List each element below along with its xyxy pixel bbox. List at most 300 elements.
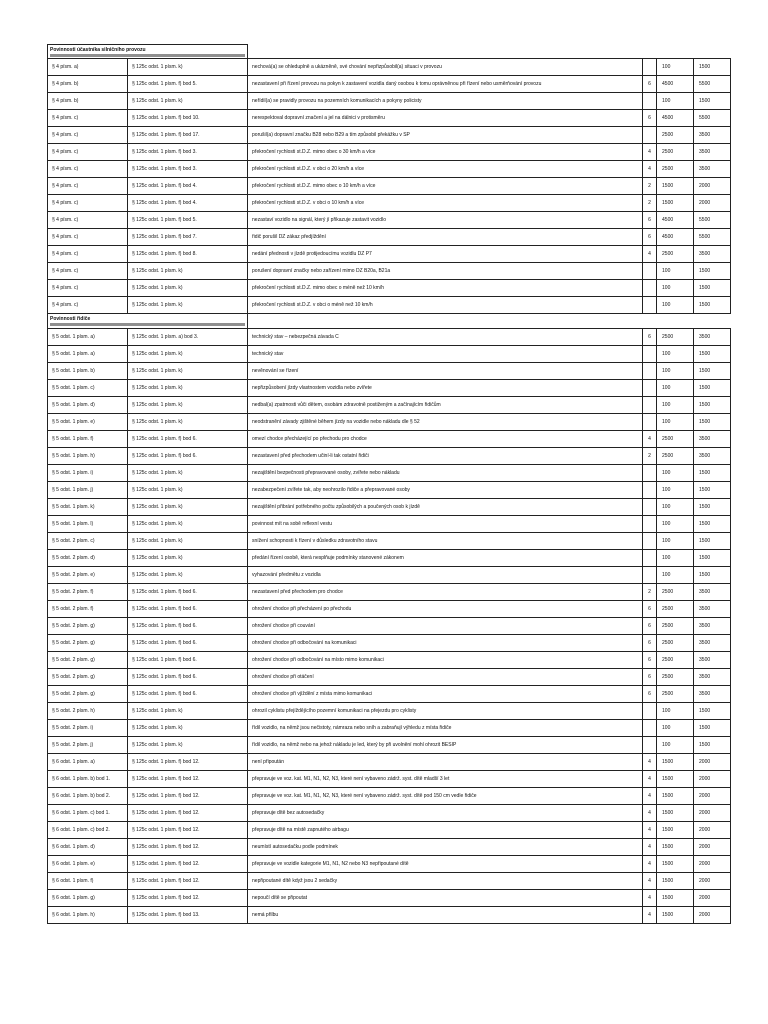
- fine-max-cell: 1500: [694, 516, 731, 533]
- penalty-provision-cell: § 125c odst. 1 písm. f) bod 6.: [128, 686, 248, 703]
- fine-min-cell: 2500: [657, 584, 694, 601]
- points-cell: 6: [643, 652, 657, 669]
- fine-max-cell: 2000: [694, 195, 731, 212]
- fine-min-cell: 100: [657, 533, 694, 550]
- statute-cell: § 6 odst. 1 písm. a): [48, 754, 128, 771]
- fine-min-cell: 100: [657, 720, 694, 737]
- fine-max-cell: 1500: [694, 414, 731, 431]
- penalty-provision-cell: § 125c odst. 1 písm. f) bod 6.: [128, 635, 248, 652]
- section-title: Povinnosti řidiče: [50, 316, 245, 326]
- table-row: [48, 465, 731, 482]
- points-cell: [643, 414, 657, 431]
- points-cell: 6: [643, 669, 657, 686]
- points-cell: 6: [643, 635, 657, 652]
- fine-min-cell: 1500: [657, 195, 694, 212]
- penalty-provision-cell: § 125c odst. 1 písm. k): [128, 465, 248, 482]
- offense-description-cell: ohrožení chodce při přecházení po přechodu: [248, 601, 643, 618]
- section-header-cell: [48, 45, 248, 59]
- penalty-provision-cell: § 125c odst. 1 písm. k): [128, 567, 248, 584]
- points-cell: [643, 59, 657, 76]
- penalty-provision-cell: § 125c odst. 1 písm. f) bod 12.: [128, 890, 248, 907]
- table-row: [48, 771, 731, 788]
- fine-min-cell: 2500: [657, 161, 694, 178]
- section-header-cell: [48, 314, 248, 329]
- fine-max-cell: 2000: [694, 907, 731, 924]
- offense-description-cell: předání řízení osobě, která nesplňuje podmínky stanovené zákonem: [248, 550, 643, 567]
- offense-description-cell: ohrožení chodce při odbočování na místo mimo komunikaci: [248, 652, 643, 669]
- penalty-provision-cell: § 125c odst. 1 písm. k): [128, 516, 248, 533]
- points-cell: 6: [643, 76, 657, 93]
- fine-max-cell: 5500: [694, 76, 731, 93]
- fine-min-cell: 1500: [657, 178, 694, 195]
- statute-cell: § 4 písm. a): [48, 59, 128, 76]
- statute-cell: § 4 písm. c): [48, 195, 128, 212]
- section-header-row: [48, 45, 731, 59]
- statute-cell: § 6 odst. 1 písm. d): [48, 839, 128, 856]
- points-cell: [643, 280, 657, 297]
- table-row: [48, 76, 731, 93]
- offense-description-cell: snížení schopnosti k řízení v důsledku zdravotního stavu: [248, 533, 643, 550]
- points-cell: 4: [643, 246, 657, 263]
- fine-max-cell: 2000: [694, 754, 731, 771]
- fine-max-cell: 1500: [694, 346, 731, 363]
- statute-cell: § 4 písm. c): [48, 263, 128, 280]
- fine-max-cell: 2000: [694, 771, 731, 788]
- points-cell: [643, 550, 657, 567]
- penalty-provision-cell: § 125c odst. 1 písm. f) bod 12.: [128, 805, 248, 822]
- fine-max-cell: 1500: [694, 720, 731, 737]
- section-header-blank: [643, 45, 657, 59]
- points-cell: 4: [643, 161, 657, 178]
- table-row: [48, 212, 731, 229]
- penalty-provision-cell: § 125c odst. 1 písm. f) bod 6.: [128, 448, 248, 465]
- fine-max-cell: 1500: [694, 380, 731, 397]
- table-row: [48, 601, 731, 618]
- offense-description-cell: nezajištění přibrání potřebného počtu způsobilých a poučených osob k jízdě: [248, 499, 643, 516]
- points-cell: [643, 380, 657, 397]
- penalty-provision-cell: § 125c odst. 1 písm. f) bod 4.: [128, 195, 248, 212]
- fine-min-cell: 1500: [657, 822, 694, 839]
- penalty-provision-cell: § 125c odst. 1 písm. k): [128, 59, 248, 76]
- fine-min-cell: 4500: [657, 229, 694, 246]
- offense-description-cell: nedbal(a) zpatrnosti vůči dětem, osobám zdravotně postiženým a začínajícím řidičům: [248, 397, 643, 414]
- points-cell: [643, 465, 657, 482]
- offense-description-cell: nezastavení před přechodem učiní-li tak ostatní řidiči: [248, 448, 643, 465]
- fine-min-cell: 100: [657, 465, 694, 482]
- table-row: [48, 414, 731, 431]
- offense-description-cell: neřídil(a) se pravidly provozu na pozemních komunikacích a pokyny policisty: [248, 93, 643, 110]
- table-row: [48, 805, 731, 822]
- fine-min-cell: 100: [657, 397, 694, 414]
- offense-description-cell: řídil vozidlo, na němž jsou nečistoty, námraza nebo sníh a zabraňují výhledu z místa řidiče: [248, 720, 643, 737]
- statute-cell: § 5 odst. 2 písm. i): [48, 720, 128, 737]
- fine-max-cell: 1500: [694, 297, 731, 314]
- document-sheet: [47, 44, 730, 924]
- penalty-provision-cell: § 125c odst. 1 písm. f) bod 6.: [128, 618, 248, 635]
- penalty-provision-cell: § 125c odst. 1 písm. k): [128, 363, 248, 380]
- penalty-provision-cell: § 125c odst. 1 písm. k): [128, 533, 248, 550]
- table-row: [48, 584, 731, 601]
- penalty-provision-cell: § 125c odst. 1 písm. f) bod 10.: [128, 110, 248, 127]
- table-row: [48, 669, 731, 686]
- fine-max-cell: 1500: [694, 703, 731, 720]
- penalty-provision-cell: § 125c odst. 1 písm. a) bod 3.: [128, 329, 248, 346]
- points-cell: [643, 703, 657, 720]
- penalty-provision-cell: § 125c odst. 1 písm. k): [128, 720, 248, 737]
- table-row: [48, 161, 731, 178]
- points-cell: [643, 482, 657, 499]
- section-header-blank: [657, 45, 694, 59]
- statute-cell: § 6 odst. 1 písm. g): [48, 890, 128, 907]
- statute-cell: § 4 písm. c): [48, 161, 128, 178]
- table-row: [48, 873, 731, 890]
- fine-min-cell: 100: [657, 263, 694, 280]
- fine-max-cell: 3500: [694, 669, 731, 686]
- fine-min-cell: 2500: [657, 652, 694, 669]
- statute-cell: § 5 odst. 1 písm. k): [48, 499, 128, 516]
- offense-description-cell: ohrožení chodce při couvání: [248, 618, 643, 635]
- points-cell: 2: [643, 195, 657, 212]
- fine-min-cell: 2500: [657, 669, 694, 686]
- offense-description-cell: nepřipoutané dítě když jsou 2 sedačky: [248, 873, 643, 890]
- section-header-blank: [694, 45, 731, 59]
- offense-description-cell: porušil(a) dopravní značku B28 nebo B29 a tím způsobil překážku v SP: [248, 127, 643, 144]
- penalty-provision-cell: § 125c odst. 1 písm. k): [128, 703, 248, 720]
- fine-min-cell: 1500: [657, 856, 694, 873]
- fine-max-cell: 3500: [694, 246, 731, 263]
- table-row: [48, 516, 731, 533]
- fine-min-cell: 100: [657, 297, 694, 314]
- fine-max-cell: 1500: [694, 533, 731, 550]
- offense-table: [47, 44, 731, 924]
- points-cell: [643, 363, 657, 380]
- fine-max-cell: 3500: [694, 144, 731, 161]
- statute-cell: § 5 odst. 1 písm. j): [48, 482, 128, 499]
- offense-description-cell: nepoučí dítě se připoutat: [248, 890, 643, 907]
- section-header-row: [48, 314, 731, 329]
- points-cell: 2: [643, 178, 657, 195]
- fine-min-cell: 2500: [657, 635, 694, 652]
- fine-max-cell: 3500: [694, 635, 731, 652]
- fine-min-cell: 100: [657, 499, 694, 516]
- fine-min-cell: 100: [657, 516, 694, 533]
- fine-max-cell: 3500: [694, 584, 731, 601]
- fine-min-cell: 2500: [657, 144, 694, 161]
- offense-description-cell: omezí chodce přecházející po přechodu pro chodce: [248, 431, 643, 448]
- offense-description-cell: technický stav: [248, 346, 643, 363]
- statute-cell: § 6 odst. 1 písm. h): [48, 907, 128, 924]
- fine-min-cell: 1500: [657, 754, 694, 771]
- table-row: [48, 346, 731, 363]
- offense-description-cell: přepravuje ve voz. kat. M1, N1, N2, N3, které není vybaveno zádrž. syst. dítě pod 150 cm vedle řidiče: [248, 788, 643, 805]
- penalty-provision-cell: § 125c odst. 1 písm. f) bod 6.: [128, 652, 248, 669]
- points-cell: 4: [643, 805, 657, 822]
- table-row: [48, 380, 731, 397]
- fine-min-cell: 2500: [657, 431, 694, 448]
- table-row: [48, 93, 731, 110]
- fine-min-cell: 1500: [657, 907, 694, 924]
- statute-cell: § 6 odst. 1 písm. c) bod 2.: [48, 822, 128, 839]
- penalty-provision-cell: § 125c odst. 1 písm. f) bod 17.: [128, 127, 248, 144]
- penalty-provision-cell: § 125c odst. 1 písm. f) bod 8.: [128, 246, 248, 263]
- points-cell: 6: [643, 329, 657, 346]
- statute-cell: § 5 odst. 1 písm. f): [48, 431, 128, 448]
- statute-cell: § 4 písm. c): [48, 280, 128, 297]
- statute-cell: § 5 odst. 2 písm. g): [48, 618, 128, 635]
- fine-min-cell: 2500: [657, 246, 694, 263]
- penalty-provision-cell: § 125c odst. 1 písm. k): [128, 297, 248, 314]
- offense-description-cell: nezastaví vozidlo na signál, který jí přikazuje zastavit vozidlo: [248, 212, 643, 229]
- penalty-provision-cell: § 125c odst. 1 písm. k): [128, 482, 248, 499]
- fine-min-cell: 1500: [657, 805, 694, 822]
- fine-max-cell: 5500: [694, 212, 731, 229]
- penalty-provision-cell: § 125c odst. 1 písm. k): [128, 263, 248, 280]
- table-row: [48, 839, 731, 856]
- statute-cell: § 6 odst. 1 písm. e): [48, 856, 128, 873]
- points-cell: 4: [643, 144, 657, 161]
- points-cell: [643, 516, 657, 533]
- statute-cell: § 6 odst. 1 písm. c) bod 1.: [48, 805, 128, 822]
- offense-description-cell: nechová(a) se ohleduplně a ukázněně, své chování nepřizpůsobil(a) situaci v provozu: [248, 59, 643, 76]
- points-cell: [643, 720, 657, 737]
- offense-description-cell: řidič porušil DZ zákaz předjíždění: [248, 229, 643, 246]
- table-row: [48, 263, 731, 280]
- fine-max-cell: 1500: [694, 482, 731, 499]
- fine-max-cell: 2000: [694, 788, 731, 805]
- fine-min-cell: 4500: [657, 212, 694, 229]
- table-row: [48, 822, 731, 839]
- penalty-provision-cell: § 125c odst. 1 písm. k): [128, 93, 248, 110]
- table-row: [48, 499, 731, 516]
- fine-max-cell: 1500: [694, 93, 731, 110]
- table-row: [48, 567, 731, 584]
- offense-description-cell: nezajištění bezpečnosti přepravované osoby, zvířete nebo nákladu: [248, 465, 643, 482]
- fine-max-cell: 2000: [694, 805, 731, 822]
- penalty-provision-cell: § 125c odst. 1 písm. f) bod 12.: [128, 839, 248, 856]
- statute-cell: § 5 odst. 1 písm. a): [48, 329, 128, 346]
- fine-max-cell: 5500: [694, 229, 731, 246]
- fine-min-cell: 2500: [657, 329, 694, 346]
- penalty-provision-cell: § 125c odst. 1 písm. k): [128, 414, 248, 431]
- statute-cell: § 5 odst. 2 písm. f): [48, 601, 128, 618]
- penalty-provision-cell: § 125c odst. 1 písm. f) bod 6.: [128, 601, 248, 618]
- penalty-provision-cell: § 125c odst. 1 písm. f) bod 12.: [128, 771, 248, 788]
- offense-description-cell: nepřizpůsobení jízdy vlastnostem vozidla nebo zvířete: [248, 380, 643, 397]
- section-header-blank: [248, 314, 643, 329]
- offense-description-cell: překročení rychlosti st.D.Z. mimo obec o 10 km/h a více: [248, 178, 643, 195]
- fine-min-cell: 100: [657, 703, 694, 720]
- table-row: [48, 635, 731, 652]
- points-cell: 4: [643, 754, 657, 771]
- table-row: [48, 703, 731, 720]
- statute-cell: § 4 písm. c): [48, 212, 128, 229]
- offense-description-cell: překročení rychlosti st.D.Z. v obci o 20 km/h a více: [248, 161, 643, 178]
- statute-cell: § 5 odst. 2 písm. g): [48, 669, 128, 686]
- fine-max-cell: 1500: [694, 499, 731, 516]
- penalty-provision-cell: § 125c odst. 1 písm. f) bod 13.: [128, 907, 248, 924]
- offense-description-cell: nemá přilbu: [248, 907, 643, 924]
- table-row: [48, 280, 731, 297]
- penalty-provision-cell: § 125c odst. 1 písm. f) bod 6.: [128, 669, 248, 686]
- fine-min-cell: 2500: [657, 448, 694, 465]
- statute-cell: § 5 odst. 1 písm. e): [48, 414, 128, 431]
- points-cell: 6: [643, 686, 657, 703]
- points-cell: [643, 263, 657, 280]
- statute-cell: § 5 odst. 1 písm. l): [48, 516, 128, 533]
- statute-cell: § 5 odst. 2 písm. c): [48, 533, 128, 550]
- statute-cell: § 4 písm. c): [48, 127, 128, 144]
- fine-min-cell: 100: [657, 414, 694, 431]
- table-row: [48, 110, 731, 127]
- table-row: [48, 329, 731, 346]
- fine-min-cell: 1500: [657, 873, 694, 890]
- penalty-provision-cell: § 125c odst. 1 písm. f) bod 4.: [128, 178, 248, 195]
- points-cell: [643, 533, 657, 550]
- points-cell: 4: [643, 839, 657, 856]
- offense-description-cell: neumístí autosedačku podle podmínek: [248, 839, 643, 856]
- offense-description-cell: není připoután: [248, 754, 643, 771]
- fine-min-cell: 100: [657, 482, 694, 499]
- points-cell: [643, 127, 657, 144]
- points-cell: [643, 737, 657, 754]
- penalty-provision-cell: § 125c odst. 1 písm. k): [128, 397, 248, 414]
- statute-cell: § 5 odst. 2 písm. e): [48, 567, 128, 584]
- fine-max-cell: 2000: [694, 873, 731, 890]
- fine-max-cell: 1500: [694, 465, 731, 482]
- table-row: [48, 59, 731, 76]
- points-cell: [643, 499, 657, 516]
- fine-max-cell: 3500: [694, 161, 731, 178]
- offense-description-cell: povinnost mít na sobě reflexní vestu: [248, 516, 643, 533]
- offense-description-cell: řídil vozidlo, na němž nebo na jehož nákladu je led, který by při uvolnění mohl ohrozit BESIP: [248, 737, 643, 754]
- offense-description-cell: ohrožení chodce při vjíždění z místa mimo komunikaci: [248, 686, 643, 703]
- fine-min-cell: 2500: [657, 601, 694, 618]
- offense-description-cell: nezabezpečení zvířete tak, aby neohrozilo řidiče a přepravované osoby: [248, 482, 643, 499]
- penalty-provision-cell: § 125c odst. 1 písm. f) bod 7.: [128, 229, 248, 246]
- table-row: [48, 890, 731, 907]
- fine-min-cell: 100: [657, 93, 694, 110]
- statute-cell: § 5 odst. 2 písm. d): [48, 550, 128, 567]
- offense-description-cell: nezastavení před přechodem pro chodce: [248, 584, 643, 601]
- penalty-provision-cell: § 125c odst. 1 písm. f) bod 12.: [128, 822, 248, 839]
- statute-cell: § 4 písm. b): [48, 93, 128, 110]
- points-cell: [643, 567, 657, 584]
- table-row: [48, 397, 731, 414]
- statute-cell: § 4 písm. c): [48, 297, 128, 314]
- fine-max-cell: 3500: [694, 329, 731, 346]
- table-row: [48, 686, 731, 703]
- offense-description-cell: přepravuje dítě na místě zapnutého airbagu: [248, 822, 643, 839]
- fine-min-cell: 100: [657, 550, 694, 567]
- fine-max-cell: 1500: [694, 737, 731, 754]
- fine-min-cell: 2500: [657, 127, 694, 144]
- fine-max-cell: 3500: [694, 652, 731, 669]
- fine-min-cell: 2500: [657, 618, 694, 635]
- offense-description-cell: nevěnování se řízení: [248, 363, 643, 380]
- fine-min-cell: 4500: [657, 76, 694, 93]
- offense-description-cell: technický stav – nebezpečná závada C: [248, 329, 643, 346]
- statute-cell: § 5 odst. 2 písm. g): [48, 635, 128, 652]
- fine-min-cell: 100: [657, 380, 694, 397]
- penalty-provision-cell: § 125c odst. 1 písm. f) bod 3.: [128, 144, 248, 161]
- statute-cell: § 4 písm. c): [48, 229, 128, 246]
- statute-cell: § 6 odst. 1 písm. b) bod 2.: [48, 788, 128, 805]
- offense-description-cell: neodstranění závady zjištěné během jízdy na vozidle nebo nákladu dle § 52: [248, 414, 643, 431]
- table-row: [48, 533, 731, 550]
- fine-min-cell: 100: [657, 567, 694, 584]
- statute-cell: § 6 odst. 1 písm. f): [48, 873, 128, 890]
- statute-cell: § 4 písm. c): [48, 178, 128, 195]
- fine-max-cell: 1500: [694, 567, 731, 584]
- points-cell: [643, 93, 657, 110]
- fine-max-cell: 3500: [694, 618, 731, 635]
- offense-description-cell: ohrožení chodce při otáčení: [248, 669, 643, 686]
- points-cell: 4: [643, 907, 657, 924]
- table-row: [48, 788, 731, 805]
- points-cell: 4: [643, 890, 657, 907]
- fine-max-cell: 3500: [694, 448, 731, 465]
- table-row: [48, 246, 731, 263]
- penalty-provision-cell: § 125c odst. 1 písm. f) bod 5.: [128, 76, 248, 93]
- fine-max-cell: 2000: [694, 839, 731, 856]
- statute-cell: § 6 odst. 1 písm. b) bod 1.: [48, 771, 128, 788]
- fine-max-cell: 5500: [694, 110, 731, 127]
- fine-min-cell: 100: [657, 59, 694, 76]
- statute-cell: § 5 odst. 2 písm. g): [48, 686, 128, 703]
- fine-max-cell: 2000: [694, 856, 731, 873]
- fine-min-cell: 100: [657, 346, 694, 363]
- points-cell: 4: [643, 788, 657, 805]
- fine-max-cell: 3500: [694, 431, 731, 448]
- table-row: [48, 448, 731, 465]
- fine-max-cell: 3500: [694, 601, 731, 618]
- penalty-provision-cell: § 125c odst. 1 písm. k): [128, 499, 248, 516]
- section-header-blank: [694, 314, 731, 329]
- offense-description-cell: ohrozil cyklistu přejíždějícího pozemní komunikaci na přejezdu pro cyklisty: [248, 703, 643, 720]
- fine-min-cell: 1500: [657, 839, 694, 856]
- table-row: [48, 550, 731, 567]
- points-cell: [643, 346, 657, 363]
- statute-cell: § 4 písm. c): [48, 110, 128, 127]
- statute-cell: § 5 odst. 1 písm. i): [48, 465, 128, 482]
- offense-description-cell: přepravuje ve vozidle kategorie M1, N1, N2 nebo N3 nepřipoutané dítě: [248, 856, 643, 873]
- penalty-provision-cell: § 125c odst. 1 písm. f) bod 3.: [128, 161, 248, 178]
- points-cell: 4: [643, 822, 657, 839]
- table-row: [48, 856, 731, 873]
- offense-description-cell: nezastavení při řízení provozu na pokyn k zastavení vozidla daný osobou k tomu oprávněnou při řízení nebo usměrňování provozu: [248, 76, 643, 93]
- statute-cell: § 5 odst. 1 písm. a): [48, 346, 128, 363]
- statute-cell: § 5 odst. 1 písm. b): [48, 363, 128, 380]
- offense-description-cell: nerespektoval dopravní značení a jel na dálnici v protisměru: [248, 110, 643, 127]
- points-cell: 6: [643, 618, 657, 635]
- fine-max-cell: 1500: [694, 363, 731, 380]
- section-header-blank: [248, 45, 643, 59]
- table-row: [48, 297, 731, 314]
- penalty-provision-cell: § 125c odst. 1 písm. f) bod 12.: [128, 856, 248, 873]
- fine-min-cell: 4500: [657, 110, 694, 127]
- points-cell: [643, 397, 657, 414]
- penalty-provision-cell: § 125c odst. 1 písm. f) bod 5.: [128, 212, 248, 229]
- statute-cell: § 4 písm. b): [48, 76, 128, 93]
- points-cell: 6: [643, 229, 657, 246]
- table-row: [48, 754, 731, 771]
- points-cell: 6: [643, 601, 657, 618]
- table-row: [48, 907, 731, 924]
- offense-description-cell: porušení dopravní značky nebo zařízení mimo DZ B20a, B21a: [248, 263, 643, 280]
- points-cell: 6: [643, 110, 657, 127]
- fine-max-cell: 1500: [694, 550, 731, 567]
- table-row: [48, 229, 731, 246]
